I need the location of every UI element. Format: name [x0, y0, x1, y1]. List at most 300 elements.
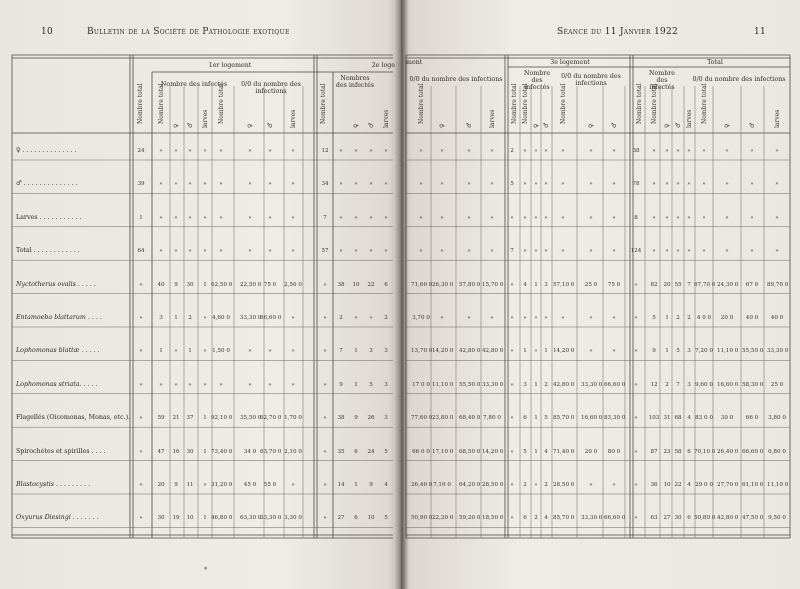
table-cell: » [203, 148, 207, 154]
table-cell: 47 [157, 448, 165, 455]
table-cell: 55,50 0 [742, 348, 764, 355]
table-cell: » [665, 214, 669, 221]
table-cell: » [589, 482, 593, 488]
table-cell: 3 [159, 315, 163, 321]
table-cell: » [291, 214, 295, 221]
table-cell: » [159, 148, 163, 154]
table-cell: » [354, 214, 358, 221]
table-cell: 83,30 0 [604, 415, 626, 422]
table-cell: » [291, 315, 295, 321]
table-cell: » [534, 315, 538, 321]
table-cell: 19 [172, 515, 180, 522]
table-cell: 61,10 0 [742, 482, 764, 488]
table-cell: 1 [534, 381, 538, 388]
table-cell: 37 [186, 415, 194, 422]
table-cell: 22 [674, 482, 682, 488]
table-cell: 1 [203, 281, 207, 288]
table-cell: 20 0 [720, 315, 734, 321]
table-cell: 29 0 0 [695, 482, 713, 488]
table-cell: 66,60 0 [742, 448, 764, 455]
table-cell: 6 [687, 448, 691, 455]
table-cell: 20 [157, 482, 165, 488]
table-cell: » [203, 381, 207, 388]
table-cell: 66 0 [745, 415, 759, 422]
table-cell: » [589, 148, 593, 154]
table-cell: » [634, 482, 638, 488]
table-cell: 2 [523, 482, 527, 488]
table-cell: 4 [523, 281, 527, 288]
table-cell: 42,80 0 [717, 515, 739, 522]
row-label-3: Total . . . . . . . . . . . . [16, 247, 80, 255]
table-cell: 83 0 0 [695, 415, 713, 422]
table-cell: 4 0 0 [696, 315, 712, 321]
table-cell: » [159, 181, 163, 188]
table-cell: 16,60 0 [581, 415, 603, 422]
table-cell: » [665, 248, 669, 255]
table-cell: 38 [337, 281, 345, 288]
table-cell: » [384, 181, 388, 188]
table-cell: » [174, 348, 178, 355]
table-cell: » [354, 315, 358, 321]
table-cell: » [467, 315, 471, 321]
table-cell: 24,30 0 [717, 281, 739, 288]
table-cell: » [534, 181, 538, 188]
table-cell: » [268, 381, 272, 388]
table-cell: » [339, 248, 343, 255]
table-cell: 59,20 0 [459, 515, 481, 522]
col-label-left-5: Nombre total [218, 83, 225, 124]
table-cell: » [203, 248, 207, 255]
table-cell: 2 [544, 482, 548, 488]
table-cell: » [634, 381, 638, 388]
table-cell: 3 [523, 381, 527, 388]
table-cell: 10 [663, 482, 671, 488]
table-cell: » [490, 181, 494, 188]
row-label-10: Blastocystis . . . . . . . . . [16, 481, 91, 488]
table-cell: » [219, 181, 223, 188]
table-cell: » [188, 214, 192, 221]
table-cell: » [510, 482, 514, 488]
table-cell: » [750, 181, 754, 188]
table-cell: » [174, 248, 178, 255]
table-cell: » [510, 448, 514, 455]
table-cell: 2 [544, 381, 548, 388]
table-cell: » [589, 248, 593, 255]
table-cell: 22,50 0 [240, 281, 262, 288]
table-cell: 55 0 [263, 482, 277, 488]
table-cell: 71,40 0 [553, 448, 575, 455]
table-cell: » [139, 281, 143, 288]
table-cell: 35 [337, 448, 345, 455]
table-cell: 50,90 0 [411, 515, 433, 522]
table-cell: » [775, 148, 779, 154]
table-cell: 25 0 [584, 281, 598, 288]
table-cell: » [203, 482, 207, 488]
table-cell: 75 0 [607, 281, 621, 288]
table-cell: 42,80 0 [482, 348, 504, 355]
table-cell: » [612, 181, 616, 188]
table-cell: 36 [650, 482, 658, 488]
table-cell: 14 [337, 482, 345, 488]
table-cell: 8 [634, 214, 638, 221]
table-cell: » [510, 281, 514, 288]
table-cell: 71,60 0 [411, 281, 433, 288]
table-cell: 6 [384, 281, 388, 288]
table-cell: 40 0 [745, 315, 759, 321]
table-cell: 30 [157, 515, 165, 522]
table-cell: » [159, 248, 163, 255]
infected-count-header-2: Nombres des infectés [335, 75, 375, 89]
table-cell: 66 0 0 [412, 448, 430, 455]
table-cell: » [384, 148, 388, 154]
col-label-right-16: Nombre total [701, 83, 708, 124]
table-cell: » [467, 248, 471, 255]
table-cell: 6 [523, 515, 527, 522]
table-cell: 1,70 0 [284, 415, 302, 422]
table-cell: 2,50 0 [284, 281, 302, 288]
table-cell: 2 [510, 148, 514, 154]
table-cell: » [702, 248, 706, 255]
table-cell: » [291, 348, 295, 355]
left-running-head: Bulletin de la Société de Pathologie exotique [87, 27, 290, 37]
table-cell: 3,80 0 [768, 415, 786, 422]
table-cell: » [612, 214, 616, 221]
table-cell: 1 [203, 415, 207, 422]
table-cell: » [510, 348, 514, 355]
table-cell: 38 [632, 148, 640, 154]
table-cell: 6 [354, 515, 358, 522]
table-cell: » [634, 315, 638, 321]
table-cell: » [687, 148, 691, 154]
table-cell: » [188, 381, 192, 388]
table-cell: » [490, 214, 494, 221]
row-label-1: ♂ . . . . . . . . . . . . . . [16, 180, 78, 188]
col-label-left-7: ♂ [267, 122, 274, 128]
table-cell: 70,10 0 [694, 448, 716, 455]
col-label-right-7: ♂ [543, 122, 550, 128]
table-cell: 3 [687, 348, 691, 355]
table-cell: 1 [354, 381, 358, 388]
table-cell: » [665, 181, 669, 188]
table-cell: 2 [687, 315, 691, 321]
table-cell: » [219, 381, 223, 388]
table-cell: » [354, 148, 358, 154]
total-col-label-1: Nombre total [137, 83, 144, 124]
infected-count-header-1: Nombre des infectés [160, 81, 228, 88]
table-cell: 22 [367, 281, 375, 288]
table-cell: 5 [523, 448, 527, 455]
row-label-11: Oxyurus Diesingi . . . . . . . [16, 514, 99, 522]
table-cell: » [419, 148, 423, 154]
table-cell: 39 [137, 181, 145, 188]
table-cell: » [419, 181, 423, 188]
table-cell: » [188, 248, 192, 255]
table-cell: 1 [354, 482, 358, 488]
group-3-header: 3e logement [550, 59, 590, 66]
table-cell: 26,40 0 [411, 482, 433, 488]
total-col-label-3: Nombre total [511, 83, 518, 124]
table-cell: 82 [650, 281, 658, 288]
table-cell: » [725, 148, 729, 154]
table-cell: 12 [650, 381, 658, 388]
table-cell: 40 [157, 281, 165, 288]
table-cell: » [467, 181, 471, 188]
col-label-right-3: larves [489, 109, 496, 128]
table-cell: » [510, 515, 514, 522]
table-cell: 5 [676, 348, 680, 355]
table-cell: 87 [650, 448, 658, 455]
table-cell: 63,70 0 [260, 448, 282, 455]
table-cell: » [544, 148, 548, 154]
table-cell: 34 [321, 181, 329, 188]
table-cell: 9 [354, 415, 358, 422]
table-cell: » [589, 181, 593, 188]
table-cell: 12 [321, 148, 329, 154]
table-cell: 9 [174, 482, 178, 488]
table-cell: » [510, 315, 514, 321]
table-cell: » [612, 148, 616, 154]
table-cell: » [188, 181, 192, 188]
col-label-right-1: ♀ [439, 123, 446, 128]
table-cell: » [323, 448, 327, 455]
table-cell: » [339, 181, 343, 188]
table-cell: » [750, 148, 754, 154]
table-cell: 80 0 [607, 448, 621, 455]
row-label-4: Nyctotherus ovalis . . . . . [16, 280, 96, 288]
table-cell: » [323, 381, 327, 388]
col-label-left-12: ♂ [368, 122, 375, 128]
col-label-left-1: Nombre total [158, 83, 165, 124]
table-cell: 33,30 0 [581, 381, 603, 388]
table-cell: » [323, 415, 327, 422]
col-label-right-19: larves [774, 109, 781, 128]
table-cell: 30 [186, 281, 194, 288]
table-cell: » [687, 214, 691, 221]
table-cell: » [523, 214, 527, 221]
col-label-right-13: ♀ [664, 123, 671, 128]
table-cell: » [174, 181, 178, 188]
table-cell: » [139, 415, 143, 422]
table-cell: » [248, 148, 252, 154]
table-cell: 2 [188, 315, 192, 321]
table-cell: 14,20 0 [482, 448, 504, 455]
table-cell: 3,30 0 [284, 515, 302, 522]
table-cell: 47,50 0 [742, 515, 764, 522]
table-cell: » [676, 148, 680, 154]
table-cell: 63 [650, 515, 658, 522]
table-cell: » [490, 248, 494, 255]
table-cell: » [139, 448, 143, 455]
table-cell: » [268, 181, 272, 188]
table-cell: 85,70 0 [553, 515, 575, 522]
table-cell: 1 [188, 348, 192, 355]
total-col-label-2: Nombre total [320, 83, 327, 124]
table-cell: 64 [137, 248, 145, 255]
col-label-left-2: ♀ [173, 123, 180, 128]
table-cell: 23,80 0 [432, 415, 454, 422]
table-cell: 1 [665, 315, 669, 321]
table-cell: » [467, 148, 471, 154]
table-cell: 59 [157, 415, 165, 422]
table-cell: 7,80 0 [483, 415, 501, 422]
table-cell: 5 [384, 448, 388, 455]
group-1-header: 1er logement [208, 62, 252, 69]
table-cell: 26 [367, 415, 375, 422]
table-cell: 75 0 [263, 281, 277, 288]
table-cell: » [219, 214, 223, 221]
table-cell: 7 [510, 248, 514, 255]
table-cell: » [634, 448, 638, 455]
table-cell: 1 [174, 315, 178, 321]
table-cell: 31,20 0 [211, 482, 233, 488]
table-cell: 30 0 [720, 415, 734, 422]
table-cell: » [384, 214, 388, 221]
table-cell: 1 [534, 415, 538, 422]
table-cell: 42,80 0 [553, 381, 575, 388]
table-cell: » [248, 181, 252, 188]
table-cell: 17 0 0 [412, 381, 430, 388]
group-2-header-right: ment [406, 59, 423, 66]
table-cell: » [775, 214, 779, 221]
table-cell: » [323, 482, 327, 488]
table-cell: 5 [510, 181, 514, 188]
col-label-left-11: ♀ [353, 123, 360, 128]
table-cell: » [612, 248, 616, 255]
table-cell: 33,30 0 [581, 515, 603, 522]
table-cell: 5 [384, 515, 388, 522]
table-cell: » [440, 181, 444, 188]
col-label-right-9: ♀ [588, 123, 595, 128]
table-cell: 62,50 0 [211, 281, 233, 288]
table-cell: » [369, 214, 373, 221]
table-cell: » [440, 214, 444, 221]
table-cell: 7 [323, 214, 327, 221]
col-label-right-5: Nombre total [522, 83, 529, 124]
table-cell: 4 [384, 482, 388, 488]
table-cell: 28,50 0 [482, 482, 504, 488]
table-cell: 66,60 0 [604, 515, 626, 522]
table-cell: 68,50 0 [459, 448, 481, 455]
table-cell: » [268, 348, 272, 355]
pct-header-3: 0/0 du nombre des infections [561, 73, 621, 87]
table-cell: » [291, 482, 295, 488]
table-cell: » [268, 214, 272, 221]
table-cell: » [544, 315, 548, 321]
table-cell: » [634, 348, 638, 355]
table-cell: » [589, 214, 593, 221]
table-cell: 64,20 0 [459, 482, 481, 488]
table-cell: 2 [339, 315, 343, 321]
table-cell: » [544, 248, 548, 255]
table-cell: » [248, 381, 252, 388]
table-cell: 7,20 0 [695, 348, 713, 355]
pct-header-1: 0/0 du nombre des infections [241, 81, 301, 95]
table-cell: 57 [321, 248, 329, 255]
table-cell: 2 [384, 315, 388, 321]
table-cell: 3 [384, 381, 388, 388]
table-cell: » [534, 348, 538, 355]
table-cell: 67 0 [745, 281, 759, 288]
table-cell: 34 0 [243, 448, 257, 455]
row-label-9: Spirochètes et spirilles . . . . [16, 447, 106, 455]
table-cell: 3 [687, 381, 691, 388]
table-cell: 10 [352, 281, 360, 288]
table-cell: » [561, 315, 565, 321]
table-cell: 78 [632, 181, 640, 188]
table-cell: 33,30 0 [240, 315, 262, 321]
table-cell: 11 [186, 482, 194, 488]
table-cell: » [440, 148, 444, 154]
table-cell: » [510, 381, 514, 388]
table-cell: 11,10 0 [767, 482, 789, 488]
col-label-right-15: larves [686, 109, 693, 128]
table-cell: » [219, 148, 223, 154]
table-cell: » [702, 181, 706, 188]
table-cell: » [174, 148, 178, 154]
table-cell: 27 [337, 515, 345, 522]
table-cell: 11,10 0 [432, 381, 454, 388]
table-cell: » [725, 248, 729, 255]
table-cell: 5 [652, 315, 656, 321]
col-label-right-2: ♂ [466, 122, 473, 128]
table-cell: 38 [337, 415, 345, 422]
table-cell: 1 [203, 515, 207, 522]
table-cell: 16 [172, 448, 180, 455]
table-cell: » [419, 248, 423, 255]
table-cell: » [369, 248, 373, 255]
table-cell: 68 [674, 415, 682, 422]
table-cell: 33,30 0 [482, 381, 504, 388]
table-cell: » [561, 214, 565, 221]
table-cell: 15,70 0 [482, 281, 504, 288]
table-cell: » [339, 214, 343, 221]
table-cell: 30 [186, 448, 194, 455]
table-cell: 73,40 0 [211, 448, 233, 455]
table-cell: » [612, 315, 616, 321]
table-cell: 42,80 0 [459, 348, 481, 355]
table-cell: 1 [534, 448, 538, 455]
table-cell: 2,10 0 [284, 448, 302, 455]
table-cell: 3,70 0 [412, 315, 430, 321]
table-cell: » [687, 248, 691, 255]
table-cell: 62,70 0 [260, 415, 282, 422]
table-cell: 4,60 0 [212, 315, 230, 321]
table-cell: 1 [354, 348, 358, 355]
table-cell: » [139, 381, 143, 388]
table-cell: » [510, 415, 514, 422]
row-label-7: Lophomonas striata. . . . . [16, 380, 98, 388]
table-cell: » [750, 248, 754, 255]
col-label-left-13: larves [383, 109, 390, 128]
table-cell: » [589, 348, 593, 355]
table-cell: 21 [172, 415, 180, 422]
table-cell: 22,20 0 [432, 515, 454, 522]
table-cell: » [291, 248, 295, 255]
table-cell: » [339, 148, 343, 154]
table-cell: 33,30 0 [767, 348, 789, 355]
group-4-header: Total [707, 59, 723, 66]
table-cell: » [544, 181, 548, 188]
table-cell: 11,10 0 [717, 348, 739, 355]
table-cell: 4 [687, 415, 691, 422]
table-cell: » [676, 248, 680, 255]
table-cell: » [384, 248, 388, 255]
table-cell: » [534, 214, 538, 221]
col-label-left-8: larves [290, 109, 297, 128]
table-cell: » [561, 248, 565, 255]
table-cell: » [323, 348, 327, 355]
table-cell: 7,10 0 [433, 482, 451, 488]
